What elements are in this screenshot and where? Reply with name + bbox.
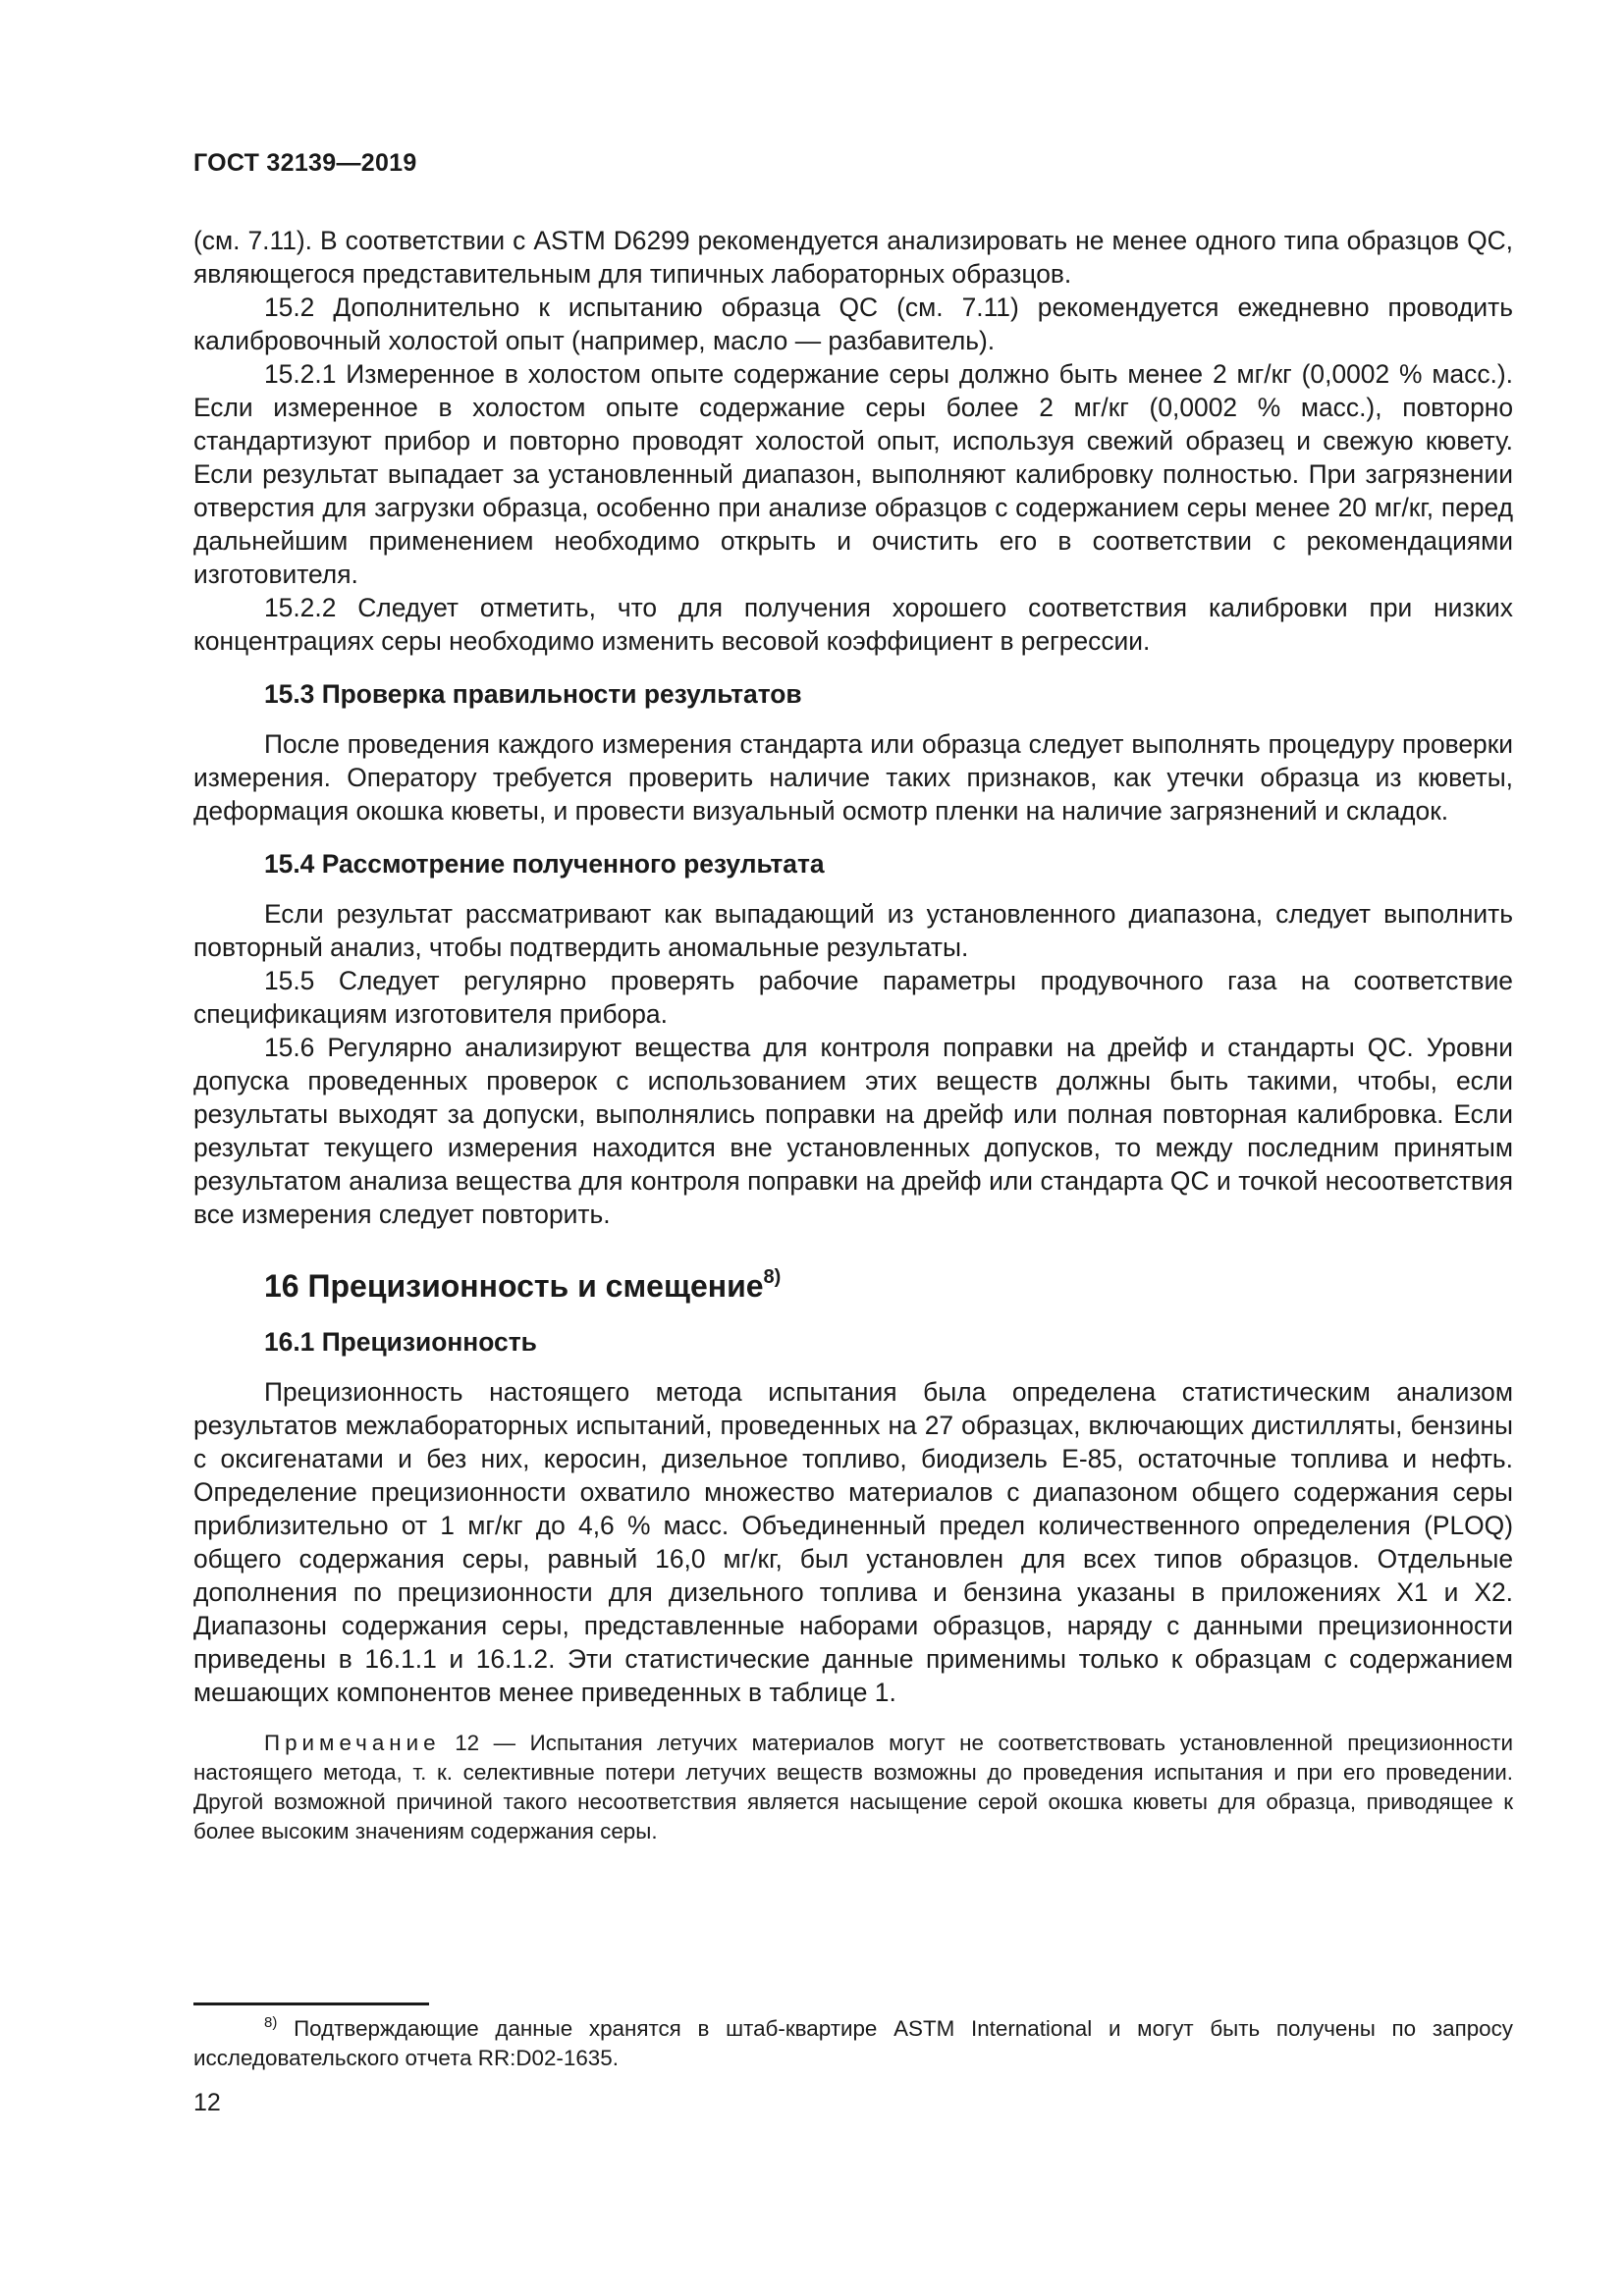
note-12 [193, 1729, 1513, 1846]
section-title-16 [264, 1266, 1513, 1306]
page-number: 12 [193, 2089, 221, 2116]
paragraph-15-2-1: 15.2.1 Измеренное в холостом опыте содержание серы должно быть менее 2 мг/кг (0,0002 % масс.). Если измеренное в холостом опыте содержание серы более 2 мг/кг (0,0002 % масс.), повторно стандартизуют прибор и повторно проводят холостой опыт, используя свежий образец и свежую кювету. Если результат выпадает за установленный диапазон, выполняют калибровку полностью. При загрязнении отверстия для загрузки образца, особенно при анализе образцов с содержанием серы менее 20 мг/кг, перед дальнейшим применением необходимо открыть и очистить его в соответствии с рекомендациями изготовителя. [193, 359, 1513, 589]
document-header: ГОСТ 32139—2019 [193, 149, 417, 177]
paragraph-15-5: 15.5 Следует регулярно проверять рабочие параметры продувочного газа на соответствие спецификациям изготовителя прибора. [193, 966, 1513, 1029]
footnote-marker: 8) [264, 2014, 278, 2031]
footnote [193, 2014, 1513, 2073]
paragraph-15-2-2: 15.2.2 Следует отметить, что для получения хорошего соответствия калибровки при низких концентрациях серы необходимо изменить весовой коэффициент в регрессии. [193, 593, 1513, 656]
paragraph-intro: (см. 7.11). В соответствии с ASTM D6299 рекомендуется анализировать не менее одного типа образцов QC, являющегося представительным для типичных лабораторных образцов. [193, 226, 1513, 289]
note-label: Примечание [264, 1731, 441, 1755]
section-title-16-text: 16 Прецизионность и смещение [264, 1268, 764, 1304]
paragraph-15-4: Если результат рассматривают как выпадающий из установленного диапазона, следует выполнить повторный анализ, чтобы подтвердить аномальные результаты. [193, 899, 1513, 962]
paragraph-15-6: 15.6 Регулярно анализируют вещества для контроля поправки на дрейф и стандарты QC. Уровни допуска проведенных проверок с использованием этих веществ должны быть такими, чтобы, если результаты выходят за допуски, выполнялись поправки на дрейф или полная повторная калибровка. Если результат текущего измерения находится вне установленных допусков, то между последним принятым результатом анализа вещества для контроля поправки на дрейф или стандарта QC и точкой несоответствия все измерения следует повторить. [193, 1033, 1513, 1229]
subsection-title-16-1: 16.1 Прецизионность [264, 1327, 537, 1357]
paragraph-16-1: Прецизионность настоящего метода испытания была определена статистическим анализом результатов межлабораторных испытаний, проведенных на 27 образцах, включающих дистилляты, бензины с оксигенатами и без них, керосин, дизельное топливо, биодизель Е-85, остаточные топлива и нефть. Определение прецизионности охватило множество материалов с диапазоном общего содержания серы приблизительно от 1 мг/кг до 4,6 % масс. Объединенный предел количественного определения (PLOQ) общего содержания серы, равный 16,0 мг/кг, был установлен для всех типов образцов. Отдельные дополнения по прецизионности для дизельного топлива и бензина указаны в приложениях X1 и X2. Диапазоны содержания серы, представленные наборами образцов, наряду с данными прецизионности приведены в 16.1.1 и 16.1.2. Эти статистические данные применимы только к образцам с содержанием мешающих компонентов менее приведенных в таблице 1. [193, 1377, 1513, 1707]
main-content [193, 224, 1513, 1846]
footnote-text: Подтверждающие данные хранятся в штаб-квартире ASTM International и могут быть получены по запросу исследовательского отчета RR:D02-1635. [193, 2016, 1513, 2070]
footnote-ref[interactable]: 8) [763, 1266, 782, 1288]
subsection-title-15-3: 15.3 Проверка правильности результатов [264, 679, 802, 709]
note-text: 12 — Испытания летучих материалов могут не соответствовать установленной прецизионности настоящего метода, т. к. селективные потери летучих веществ возможны до проведения испытания и при его проведении. Другой возможной причиной такого несоответствия является насыщение серой окошка кюветы для образца, приводящее к более высоким значениям содержания серы. [193, 1731, 1513, 1843]
paragraph-15-3: После проведения каждого измерения стандарта или образца следует выполнять процедуру проверки измерения. Оператору требуется проверить наличие таких признаков, как утечки образца из кюветы, деформация окошка кюветы, и провести визуальный осмотр пленки на наличие загрязнений и складок. [193, 729, 1513, 826]
footnote-divider [193, 2002, 429, 2005]
paragraph-15-2: 15.2 Дополнительно к испытанию образца QC (см. 7.11) рекомендуется ежедневно проводить калибровочный холостой опыт (например, масло — разбавитель). [193, 293, 1513, 355]
subsection-title-15-4: 15.4 Рассмотрение полученного результата [264, 849, 825, 879]
